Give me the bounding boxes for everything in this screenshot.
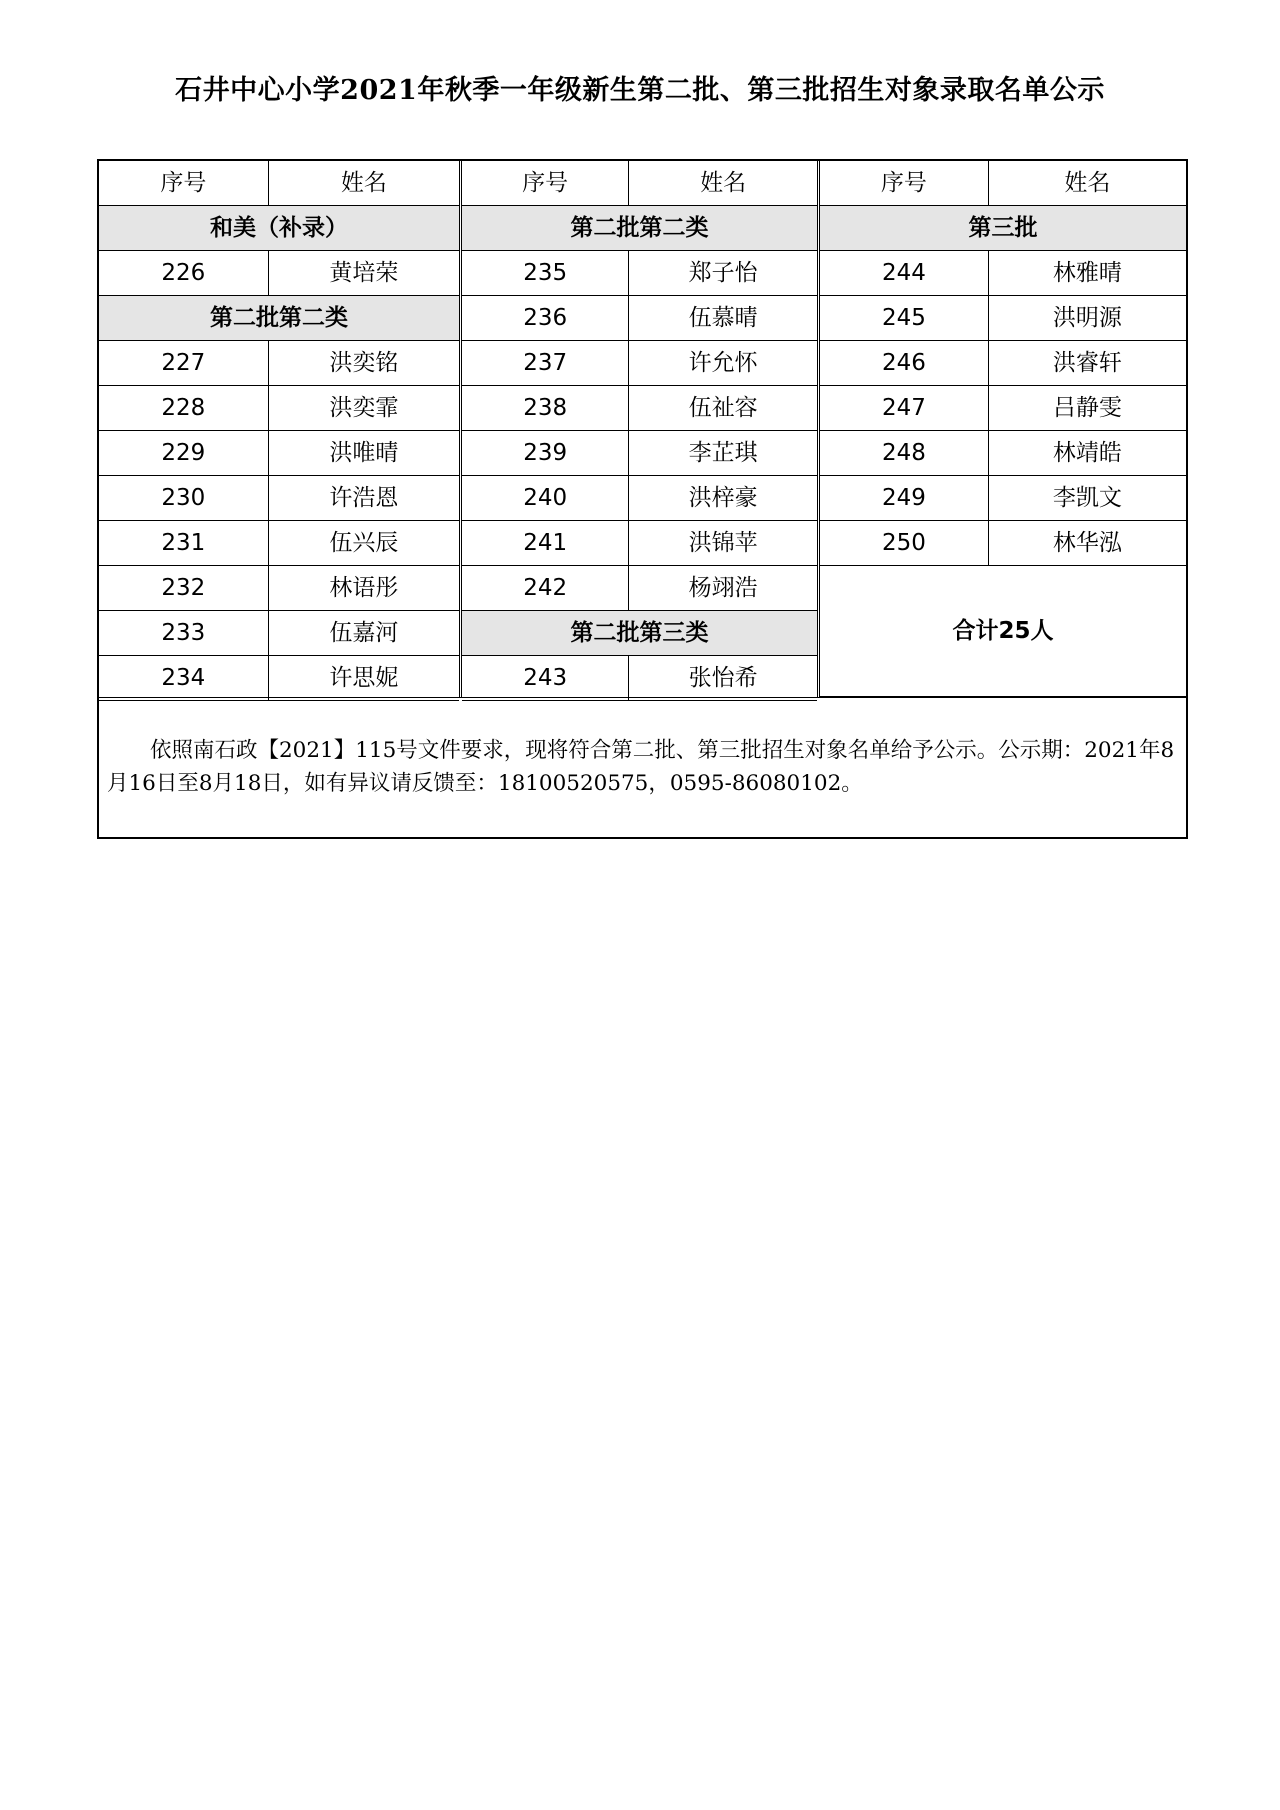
table-row [820, 521, 1186, 566]
seq-cell: 246 [820, 341, 988, 386]
seq-cell: 235 [462, 251, 629, 296]
name-cell: 李凯文 [988, 476, 1186, 521]
name-cell: 洪梓豪 [629, 476, 817, 521]
section-label: 第二批第二类 [99, 296, 459, 341]
name-cell: 郑子怡 [629, 251, 817, 296]
table-row [462, 476, 817, 521]
seq-cell: 239 [462, 431, 629, 476]
table-row [462, 386, 817, 431]
notice-paragraph: 依照南石政【2021】115号文件要求，现将符合第二批、第三批招生对象名单给予公示。公示期：2021年8月16日至8月18日，如有异议请反馈至：18100520575，0595-86080102。 [99, 697, 1186, 837]
seq-cell: 229 [99, 431, 268, 476]
total-count: 合计25人 [820, 566, 1186, 697]
table-row [99, 521, 459, 566]
table-panel-3 [820, 161, 1186, 697]
name-cell: 杨翊浩 [629, 566, 817, 611]
seq-cell: 238 [462, 386, 629, 431]
seq-cell: 228 [99, 386, 268, 431]
table-row [462, 431, 817, 476]
name-cell: 吕静雯 [988, 386, 1186, 431]
table-row [99, 341, 459, 386]
seq-cell: 240 [462, 476, 629, 521]
column-header-name: 姓名 [988, 161, 1186, 206]
name-cell: 黄培荣 [268, 251, 459, 296]
section-label: 第三批 [820, 206, 1186, 251]
name-cell: 林靖皓 [988, 431, 1186, 476]
name-cell: 洪奕铭 [268, 341, 459, 386]
column-header-seq: 序号 [99, 161, 268, 206]
section-label: 第二批第二类 [462, 206, 817, 251]
admission-table [97, 159, 1188, 839]
section-label: 第二批第三类 [462, 611, 817, 656]
column-header-name: 姓名 [629, 161, 817, 206]
seq-cell: 241 [462, 521, 629, 566]
table-row [462, 296, 817, 341]
table-row [820, 341, 1186, 386]
table-row [99, 566, 459, 611]
table-row [820, 251, 1186, 296]
seq-cell: 232 [99, 566, 268, 611]
name-cell: 李芷琪 [629, 431, 817, 476]
table-row [99, 386, 459, 431]
seq-cell: 230 [99, 476, 268, 521]
seq-cell: 236 [462, 296, 629, 341]
table-row [820, 476, 1186, 521]
seq-cell: 233 [99, 611, 268, 656]
name-cell: 林语彤 [268, 566, 459, 611]
section-row [99, 296, 459, 341]
table-row [462, 341, 817, 386]
header-row [820, 161, 1186, 206]
page-title: 石井中心小学2021年秋季一年级新生第二批、第三批招生对象录取名单公示 [175, 75, 1105, 106]
seq-cell: 231 [99, 521, 268, 566]
name-cell: 伍嘉河 [268, 611, 459, 656]
name-cell: 林华泓 [988, 521, 1186, 566]
seq-cell: 227 [99, 341, 268, 386]
name-cell: 洪睿轩 [988, 341, 1186, 386]
table-row [820, 296, 1186, 341]
seq-cell: 242 [462, 566, 629, 611]
seq-cell: 237 [462, 341, 629, 386]
table-row [99, 656, 459, 701]
table-row [462, 656, 817, 701]
table-row [820, 386, 1186, 431]
header-row [462, 161, 817, 206]
section-label: 和美（补录） [99, 206, 459, 251]
column-header-seq: 序号 [820, 161, 988, 206]
seq-cell: 226 [99, 251, 268, 296]
table-row [99, 431, 459, 476]
table-row [99, 476, 459, 521]
section-row [462, 206, 817, 251]
name-cell: 张怡希 [629, 656, 817, 701]
name-cell: 洪锦苹 [629, 521, 817, 566]
name-cell: 许思妮 [268, 656, 459, 701]
header-row [99, 161, 459, 206]
seq-cell: 250 [820, 521, 988, 566]
name-cell: 洪唯晴 [268, 431, 459, 476]
seq-cell: 247 [820, 386, 988, 431]
section-row [820, 206, 1186, 251]
name-cell: 伍祉容 [629, 386, 817, 431]
table-row [462, 521, 817, 566]
seq-cell: 249 [820, 476, 988, 521]
table-row [462, 251, 817, 296]
seq-cell: 248 [820, 431, 988, 476]
table-row [99, 611, 459, 656]
name-cell: 林雅晴 [988, 251, 1186, 296]
name-cell: 伍兴辰 [268, 521, 459, 566]
name-cell: 许允怀 [629, 341, 817, 386]
section-row [462, 611, 817, 656]
seq-cell: 234 [99, 656, 268, 701]
table-panel-2 [462, 161, 817, 701]
name-cell: 伍慕晴 [629, 296, 817, 341]
section-row [99, 206, 459, 251]
column-header-name: 姓名 [268, 161, 459, 206]
seq-cell: 243 [462, 656, 629, 701]
name-cell: 洪奕霏 [268, 386, 459, 431]
table-row [99, 251, 459, 296]
table-row [462, 566, 817, 611]
name-cell: 许浩恩 [268, 476, 459, 521]
table-row [820, 431, 1186, 476]
table-panel-1 [99, 161, 459, 701]
name-cell: 洪明源 [988, 296, 1186, 341]
seq-cell: 245 [820, 296, 988, 341]
column-header-seq: 序号 [462, 161, 629, 206]
seq-cell: 244 [820, 251, 988, 296]
